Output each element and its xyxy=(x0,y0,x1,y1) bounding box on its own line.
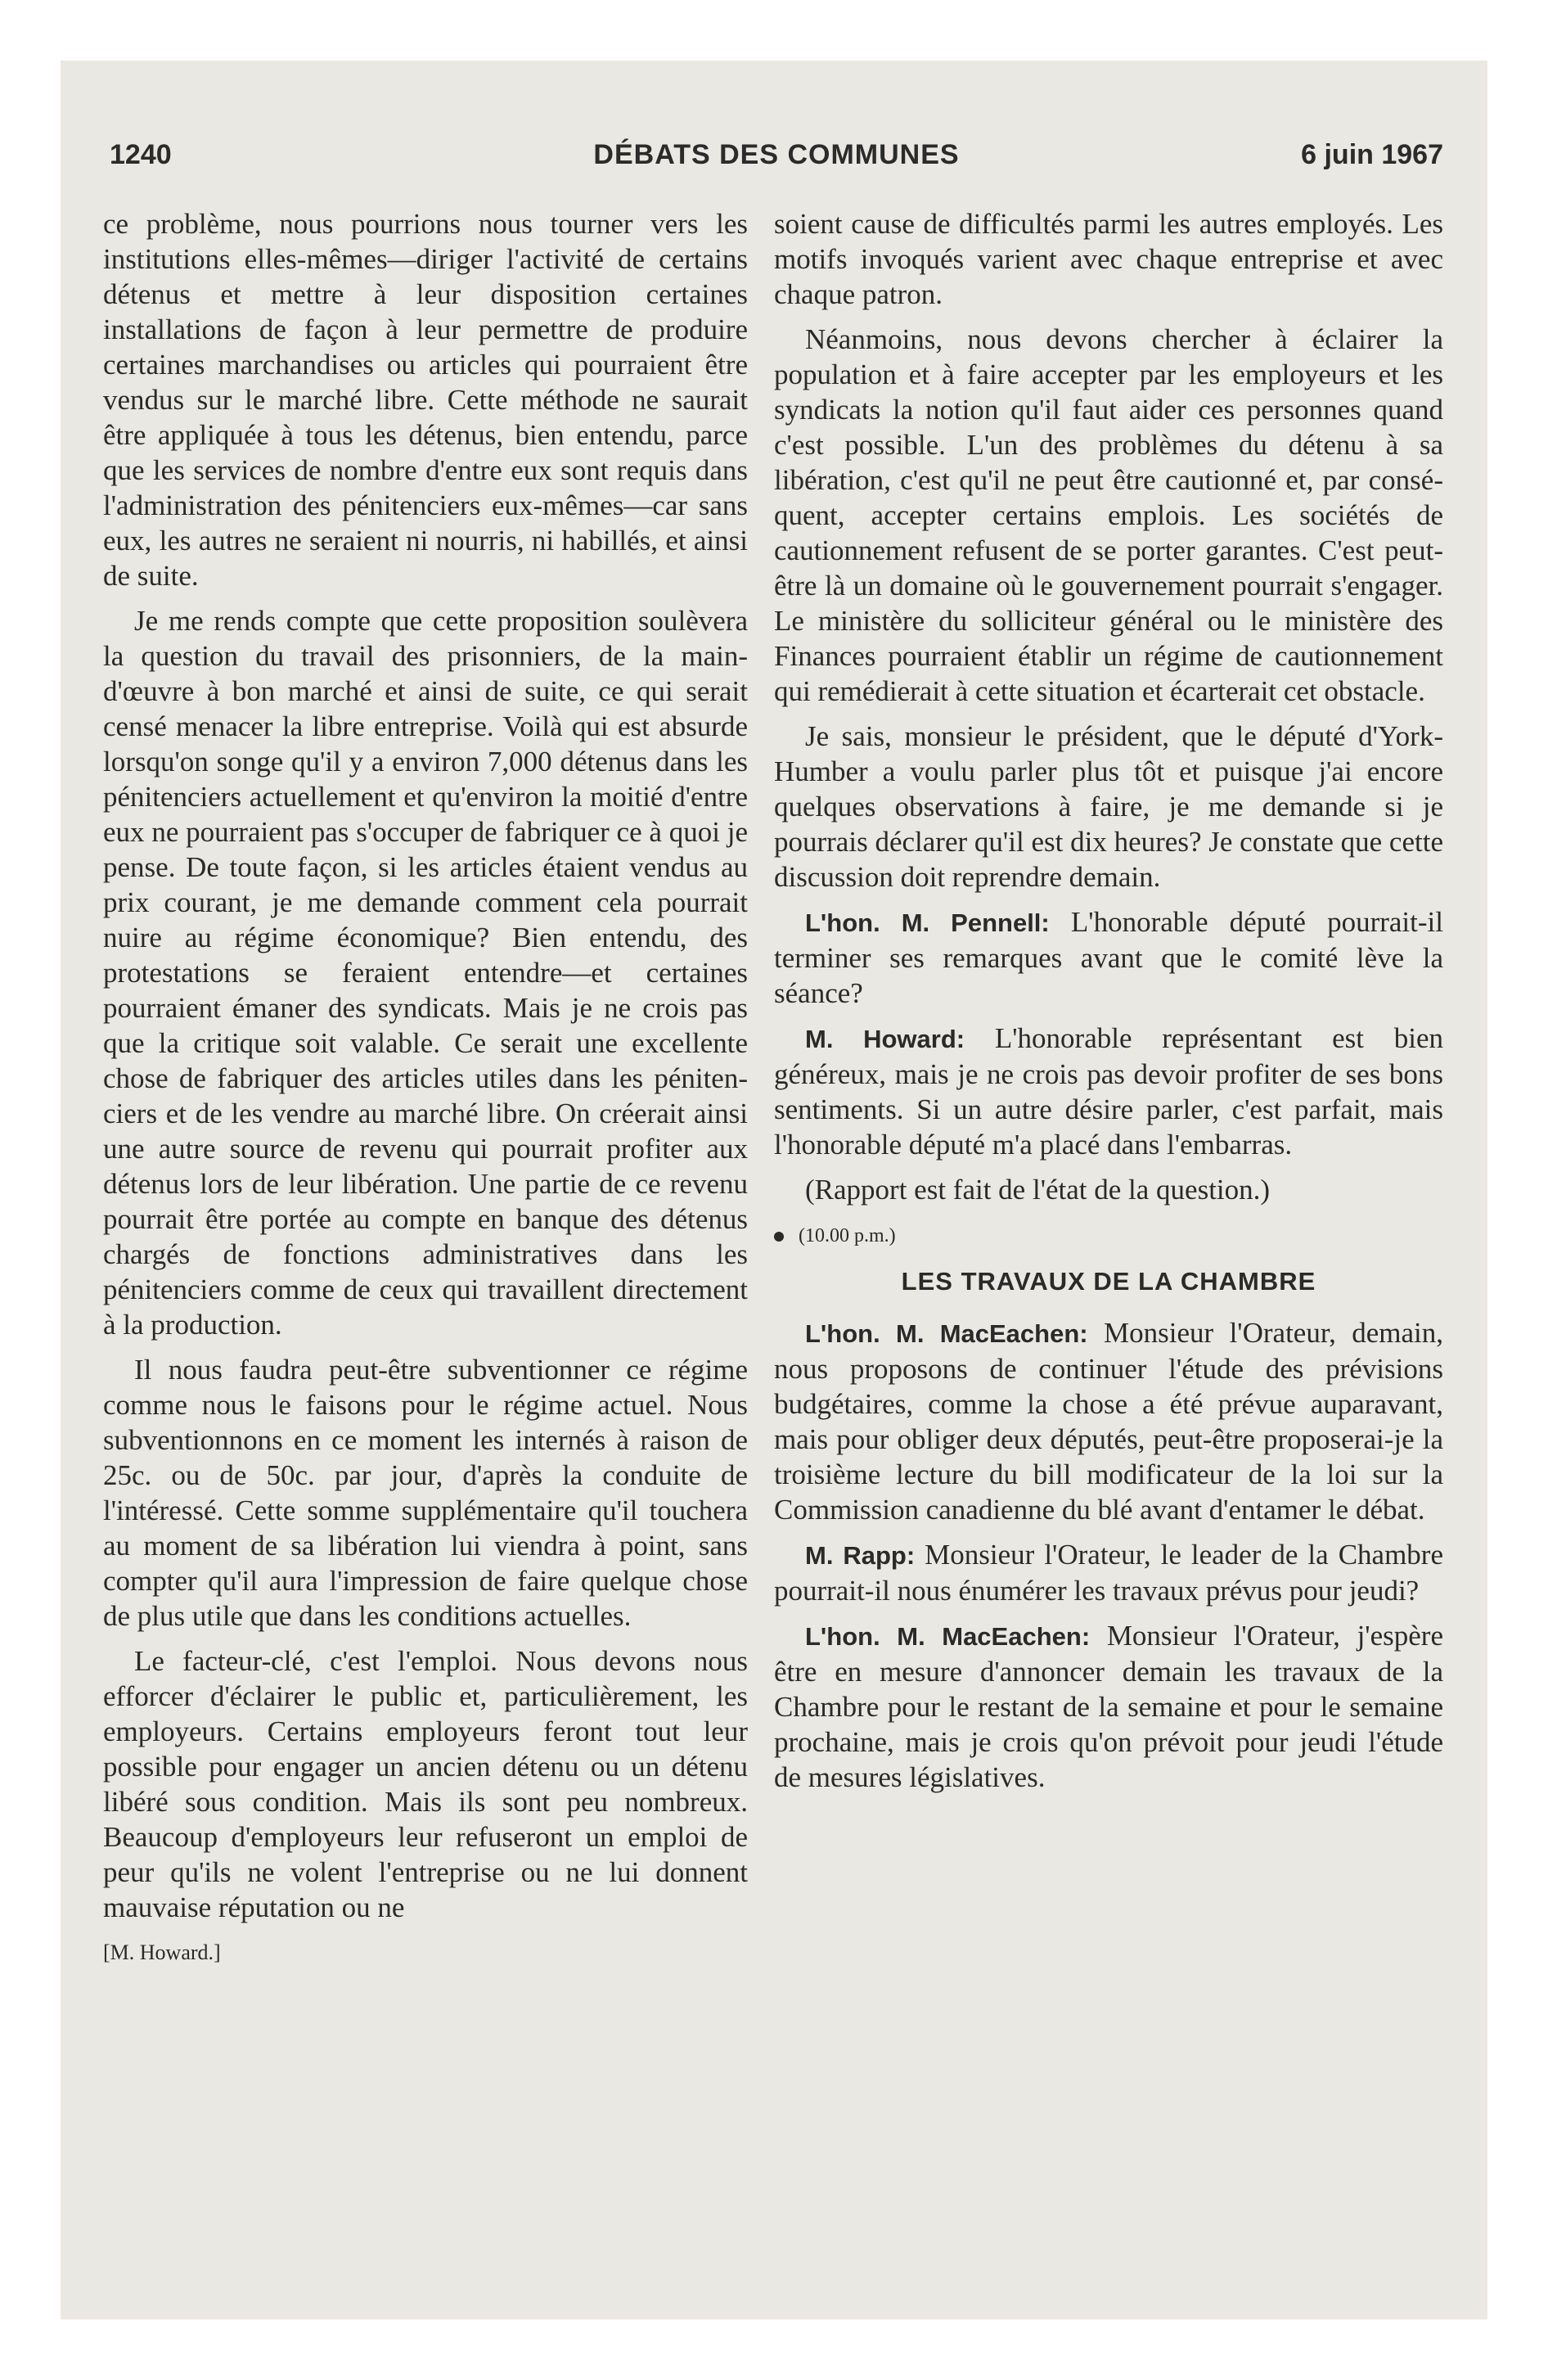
time-stamp xyxy=(774,1219,1443,1254)
speaker-name: L'hon. M. MacEachen: xyxy=(805,1622,1091,1651)
publication-title: DÉBATS DES COMMUNES xyxy=(593,139,960,170)
speech-maceachen xyxy=(774,1315,1443,1527)
speech-rapp xyxy=(774,1537,1443,1608)
speaker-name: L'hon. M. Pennell: xyxy=(805,908,1050,937)
page-number: 1240 xyxy=(110,139,172,170)
speaker-name: L'hon. M. MacEachen: xyxy=(805,1319,1088,1348)
paragraph: soient cause de difficultés parmi les autres employés. Les motifs invoqués varient avec chaque entreprise et avec chaque patron. xyxy=(774,208,1443,310)
paragraph: Le facteur-clé, c'est l'emploi. Nous devons nous efforcer d'éclairer le public et, particulièrement, les employeurs. Certains employeurs feront tout leur possible pour engager un ancien détenu ou un détenu libéré sous condition. Mais ils sont peu nombreux. Beaucoup d'employeurs leur refuseront un emploi de peur qu'ils ne volent l'entreprise ou ne lui donnent mauvaise réputation ou ne xyxy=(103,1645,748,1923)
page-header xyxy=(110,139,1443,180)
speech-text: L'honorable député pourrait-il terminer ses remarques avant que le comité lève la séance? xyxy=(774,906,1443,1009)
speech-text: Monsieur l'Orateur, demain, nous proposons de continuer l'étude des prévisions budgétaires, comme la chose a été prévue auparavant, mais pour obliger deux députés, peut-être proposerai-je la troisième lecture du bill modificateur de la loi sur la Commission canadienne du blé avant d'entamer le débat. xyxy=(774,1317,1444,1526)
speaker-signature: [M. Howard.] xyxy=(103,1941,221,1964)
speech-pennell xyxy=(774,904,1443,1011)
paragraph: Je sais, monsieur le président, que le député d'York-Humber a voulu parler plus tôt et puisque j'ai encore quelques observations à faire, je me demande si je pourrais déclarer qu'il est dix heures? Je constate que cette discussion doit reprendre demain. xyxy=(774,720,1443,893)
paragraph: Il nous faudra peut-être subventionner ce régime comme nous le faisons pour le régime actuel. Nous subventionnons en ce moment les internés à raison de 25c. ou de 50c. par jour, d'après la conduite de l'intéressé. Cette somme supplémentaire qu'il touchera au moment de sa libération lui viendra à point, sans compter qu'il aura l'impression de faire quelque chose de plus utile que dans les conditions actuelles. xyxy=(103,1354,748,1632)
page-scan xyxy=(61,61,1487,2319)
speech-howard xyxy=(774,1021,1443,1162)
bullet-icon xyxy=(774,1232,784,1242)
speech-text: L'honorable représentant est bien généreux, mais je ne crois pas devoir profiter de ses bons sentiments. Si un autre désire parler, c'est parfait, mais l'honorable député m'a placé dans l'embarras. xyxy=(774,1022,1443,1161)
left-column xyxy=(103,206,748,1980)
right-column xyxy=(774,206,1443,1805)
speech-maceachen-2 xyxy=(774,1618,1443,1795)
publication-date: 6 juin 1967 xyxy=(1301,139,1443,170)
speaker-name: M. Howard: xyxy=(805,1025,965,1053)
speaker-name: M. Rapp: xyxy=(805,1541,916,1570)
speech-text: Monsieur l'Orateur, j'espère être en mesure d'annoncer demain les travaux de la Chambre pour le restant de la semaine et pour le semaine prochaine, mais je crois qu'on prévoit pour jeudi l'étude de mesures législatives. xyxy=(774,1620,1443,1793)
procedural-note: (Rapport est fait de l'état de la question.) xyxy=(805,1174,1271,1206)
time-text: (10.00 p.m.) xyxy=(799,1225,896,1246)
paragraph: Je me rends compte que cette proposition soulèvera la question du travail des prisonniers, de la main-d'œuvre à bon marché et ainsi de suite, ce qui serait censé menacer la libre entreprise. Voilà qui est absurde lorsqu'on songe qu'il y a environ 7,000 détenus dans les pénitenciers actuellement et qu'environ la moitié d'entre eux ne pourraient pas s'occuper de fabriquer ce à quoi je pense. De toute façon, si les articles étaient vendus au prix courant, je me demande comment cela pourrait nuire au régime économique? Bien entendu, des protestations se feraient entendre—et certaines pourraient émaner des syndicats. Mais je ne crois pas que la critique soit valable. Ce serait une excellente chose de fabriquer des articles utiles dans les pénitenciers et de les vendre au marché libre. On créerait ainsi une autre source de revenu qui pourrait profiter aux détenus lors de leur libération. Une partie de ce revenu pourrait être portée au compte en banque des détenus chargés de fonctions administratives dans les pénitenciers comme de ceux qui travaillent directement à la production. xyxy=(103,605,748,1341)
paragraph: ce problème, nous pourrions nous tourner vers les institutions elles-mêmes—diriger l'activité de certains détenus et mettre à leur disposition certaines installations de façon à leur permettre de produire certaines marchandises ou articles qui pourraient être vendus sur le marché libre. Cette méthode ne saurait être appliquée à tous les détenus, bien entendu, parce que les services de nombre d'entre eux sont requis dans l'administration des pénitenciers eux-mêmes—car sans eux, les autres ne seraient ni nourris, ni habillés, et ainsi de suite. xyxy=(103,208,748,592)
paragraph: Néanmoins, nous devons chercher à éclairer la population et à faire accepter par les employeurs et les syndicats la notion qu'il faut aider ces personnes quand c'est possible. L'un des problèmes du détenu à sa libération, c'est qu'il ne peut être cautionné et, par conséquent, accepter certains emplois. Les sociétés de cautionnement refusent de se porter garantes. C'est peut-être là un domaine où le gouvernement pourrait s'engager. Le ministère du solliciteur général ou le ministère des Finances pourraient établir un régime de cautionnement qui remédierait à cette situation et écarterait cet obstacle. xyxy=(774,323,1443,707)
speech-text: Monsieur l'Orateur, le leader de la Chambre pourrait-il nous énumérer les travaux prévus pour jeudi? xyxy=(774,1539,1443,1607)
section-heading: LES TRAVAUX DE LA CHAMBRE xyxy=(901,1267,1316,1296)
